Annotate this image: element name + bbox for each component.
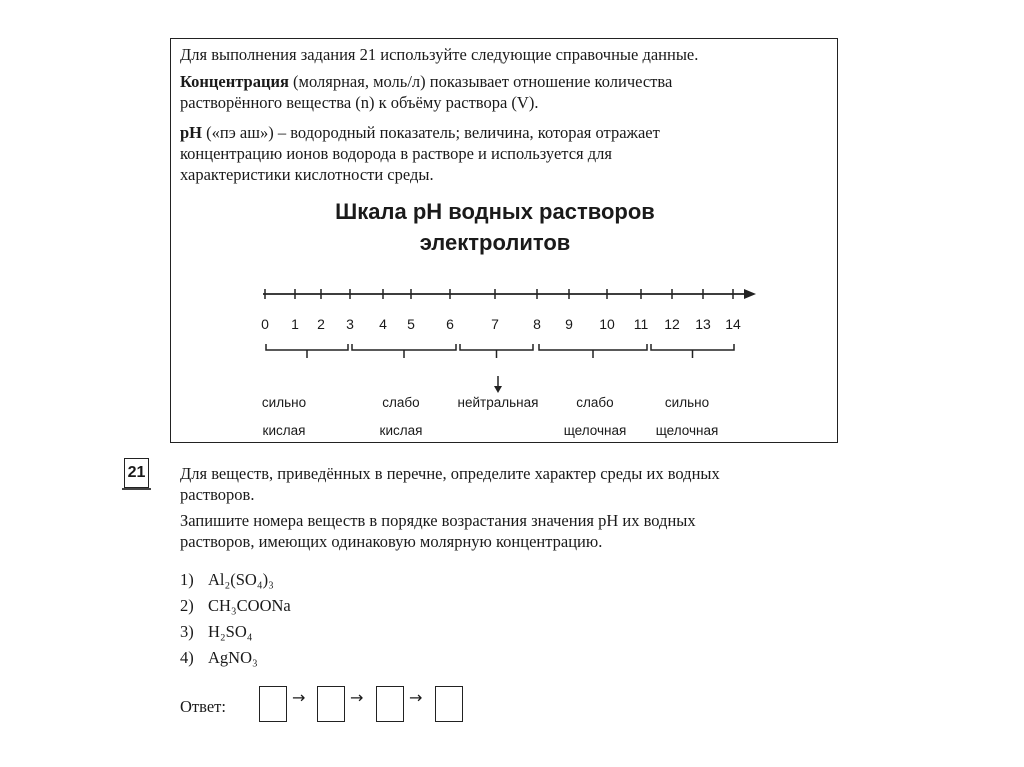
ph-tick-label-12: 12 xyxy=(664,316,680,332)
item-formula: AgNO₃ xyxy=(208,648,258,667)
ph-tick-label-0: 0 xyxy=(261,316,269,332)
ph-tick-label-6: 6 xyxy=(446,316,454,332)
item-number: 4) xyxy=(180,648,194,667)
ph-tick-label-3: 3 xyxy=(346,316,354,332)
ph-scale-diagram xyxy=(170,280,838,440)
ph-tick-label-8: 8 xyxy=(533,316,541,332)
ph-text-2: концентрацию ионов водорода в растворе и используется для xyxy=(180,144,612,163)
ph-tick-label-13: 13 xyxy=(695,316,711,332)
answer-cell-1[interactable] xyxy=(259,686,287,722)
group-label-0-line2: кислая xyxy=(262,423,306,438)
brace-strongly-acidic xyxy=(266,344,348,358)
scale-title-line1: Шкала pH водных растворов xyxy=(335,199,655,224)
scale-title-line2: электролитов xyxy=(419,230,571,255)
group-label-3-line1: слабо xyxy=(576,395,614,410)
item-formula: H₂SO₄ xyxy=(208,622,253,641)
concentration-definition xyxy=(180,71,830,113)
group-label-4-line1: сильно xyxy=(664,395,710,410)
ph-tick-label-14: 14 xyxy=(725,316,741,332)
arrow-icon: → xyxy=(409,688,423,707)
brace-neutral-left xyxy=(460,344,533,358)
task-line-2: растворов. xyxy=(180,485,255,504)
item-number: 2) xyxy=(180,596,194,615)
ph-tick-label-11: 11 xyxy=(633,316,649,332)
concentration-text-1: (молярная, моль/л) показывает отношение количества xyxy=(293,72,673,91)
concentration-term: Концентрация xyxy=(180,72,289,91)
brace-weakly-acidic xyxy=(352,344,456,358)
answer-cell-4[interactable] xyxy=(435,686,463,722)
ph-term: pH xyxy=(180,123,203,142)
item-formula: Al₂(SO₄)₃ xyxy=(208,570,274,589)
arrow-icon: → xyxy=(292,688,306,707)
ph-tick-label-1: 1 xyxy=(291,316,299,332)
item-number: 1) xyxy=(180,570,194,589)
answer-label: Ответ: xyxy=(180,697,226,716)
ph-tick-label-9: 9 xyxy=(565,316,573,332)
group-label-1-line1: слабо xyxy=(382,395,420,410)
item-number: 3) xyxy=(180,622,194,641)
ph-tick-label-5: 5 xyxy=(407,316,415,332)
item-formula: CH₃COONa xyxy=(208,596,291,615)
ph-axis-arrow-icon xyxy=(744,289,756,299)
ph-tick-label-4: 4 xyxy=(379,316,387,332)
task-line-3: Запишите номера веществ в порядке возрастания значения pH их водных xyxy=(180,511,696,530)
ph-tick-label-2: 2 xyxy=(317,316,325,332)
task-instruction-1 xyxy=(180,463,850,505)
group-label-0-line1: сильно xyxy=(261,395,307,410)
task-number-box: 21 xyxy=(124,458,149,488)
ph-tick-label-7: 7 xyxy=(491,316,499,332)
neutral-arrow-icon xyxy=(494,386,502,393)
task-line-1: Для веществ, приведённых в перечне, определите характер среды их водных xyxy=(180,464,720,483)
task-instruction-2 xyxy=(180,510,850,552)
list-item xyxy=(180,569,274,591)
list-item xyxy=(180,595,291,617)
brace-strongly-alkaline xyxy=(651,344,734,358)
group-label-3-line2: щелочная xyxy=(563,423,627,438)
arrow-icon: → xyxy=(350,688,364,707)
ph-definition xyxy=(180,122,830,185)
group-label-2-line1: нейтральная xyxy=(457,395,539,410)
brace-weakly-alkaline xyxy=(539,344,647,358)
ph-tick-label-10: 10 xyxy=(599,316,615,332)
reference-intro: Для выполнения задания 21 используйте следующие справочные данные. xyxy=(180,45,699,64)
group-label-4-line2: щелочная xyxy=(655,423,719,438)
task-line-4: растворов, имеющих одинаковую молярную концентрацию. xyxy=(180,532,603,551)
group-label-1-line2: кислая xyxy=(379,423,423,438)
task-number-underline xyxy=(122,488,151,490)
list-item xyxy=(180,647,258,669)
ph-text-3: характеристики кислотности среды. xyxy=(180,165,434,184)
ph-text-1: («пэ аш») – водородный показатель; величина, которая отражает xyxy=(206,123,660,142)
concentration-text-2: растворённого вещества (n) к объёму раствора (V). xyxy=(180,93,539,112)
answer-cell-2[interactable] xyxy=(317,686,345,722)
list-item xyxy=(180,621,253,643)
answer-cell-3[interactable] xyxy=(376,686,404,722)
